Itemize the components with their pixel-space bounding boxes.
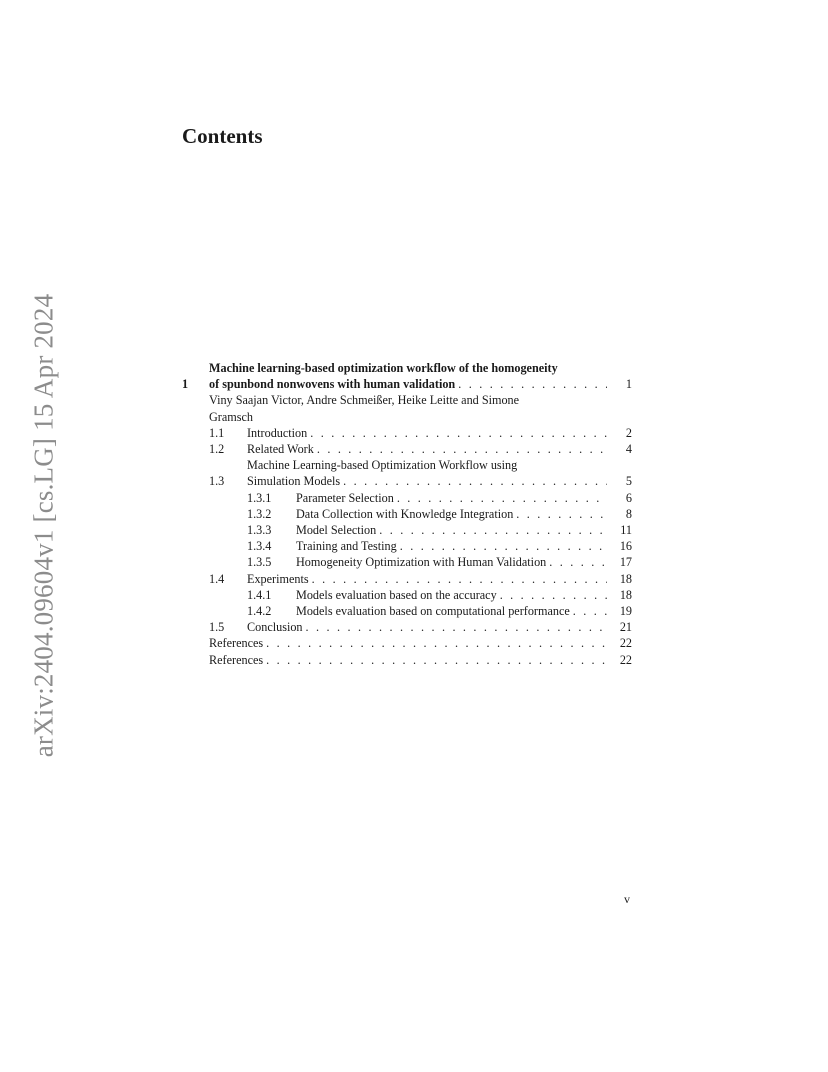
toc-references-1[interactable] — [182, 635, 632, 651]
toc-entry-number: 1.4.1 — [247, 587, 272, 602]
toc-entry-title: References — [209, 636, 264, 651]
dot-leader — [312, 571, 607, 587]
toc-entry-number: 1.3.1 — [247, 490, 272, 505]
toc-entry-number: 1.5 — [209, 620, 225, 635]
toc-entry-title: Homogeneity Optimization with Human Validation — [296, 555, 547, 570]
toc-entry-title: References — [209, 652, 264, 667]
toc-section-1-5[interactable] — [182, 619, 632, 635]
dot-leader — [343, 473, 607, 489]
toc-subsection-1-4-2[interactable] — [182, 603, 632, 619]
toc-entry-title: Parameter Selection — [296, 490, 394, 505]
toc-entry-page: 8 — [625, 506, 632, 521]
toc-entry-page: 11 — [620, 523, 632, 538]
page-number: v — [624, 892, 630, 906]
toc-entry-title: Training and Testing — [296, 539, 397, 554]
toc-entry-number: 1.3 — [209, 474, 225, 489]
dot-leader — [310, 425, 607, 441]
toc-entry-page: 1 — [625, 377, 632, 392]
toc-subsection-1-3-3[interactable] — [182, 522, 632, 538]
toc-entry-page: 19 — [619, 604, 632, 619]
chapter-authors-line: Viny Saajan Victor, Andre Schmeißer, Heike Leitte and Simone — [209, 393, 520, 408]
dot-leader — [400, 538, 607, 554]
toc-entry-title: Introduction — [247, 425, 308, 440]
toc-entry-page: 16 — [619, 539, 632, 554]
toc-references-2[interactable] — [182, 652, 632, 668]
toc-entry-page: 2 — [625, 425, 632, 440]
table-of-contents — [182, 360, 632, 668]
toc-entry-page: 6 — [625, 490, 632, 505]
toc-entry-title-line: Simulation Models — [247, 474, 341, 489]
toc-entry-title: Models evaluation based on the accuracy — [296, 587, 497, 602]
dot-leader — [266, 635, 607, 651]
toc-subsection-1-4-1[interactable] — [182, 587, 632, 603]
toc-entry-number: 1.2 — [209, 442, 225, 457]
toc-entry-number: 1.3.3 — [247, 523, 272, 538]
toc-entry-page: 21 — [619, 620, 632, 635]
toc-entry-number: 1.3.4 — [247, 539, 272, 554]
toc-entry-page: 18 — [619, 587, 632, 602]
toc-section-1-3[interactable] — [182, 457, 632, 489]
toc-entry-number: 1.4 — [209, 571, 225, 586]
toc-entry-number: 1.1 — [209, 425, 225, 440]
toc-section-1-1[interactable] — [182, 425, 632, 441]
chapter-authors-line: Gramsch — [209, 409, 253, 424]
toc-entry-title: Related Work — [247, 442, 314, 457]
dot-leader — [379, 522, 607, 538]
toc-entry-title-line: Machine Learning-based Optimization Workflow using — [247, 458, 518, 473]
dot-leader — [266, 652, 607, 668]
toc-entry-number: 1.3.2 — [247, 506, 272, 521]
toc-entry-number: 1.3.5 — [247, 555, 272, 570]
dot-leader — [549, 554, 607, 570]
toc-section-1-2[interactable] — [182, 441, 632, 457]
chapter-authors — [182, 392, 632, 424]
toc-entry-number: 1.4.2 — [247, 604, 272, 619]
arxiv-watermark-text: arXiv:2404.09604v1 [cs.LG] 15 Apr 2024 — [28, 293, 59, 757]
toc-entry-page: 17 — [619, 555, 632, 570]
toc-entry-title: Model Selection — [296, 523, 377, 538]
toc-entry-title: Data Collection with Knowledge Integration — [296, 506, 514, 521]
dot-leader — [516, 506, 607, 522]
dot-leader — [397, 490, 607, 506]
toc-subsection-1-3-5[interactable] — [182, 554, 632, 570]
toc-entry-page: 4 — [625, 442, 632, 457]
toc-entry-page: 22 — [619, 636, 632, 651]
toc-chapter-1[interactable] — [182, 360, 632, 392]
toc-subsection-1-3-1[interactable] — [182, 490, 632, 506]
toc-entry-title: Models evaluation based on computational performance — [296, 604, 570, 619]
toc-entry-title: Conclusion — [247, 620, 303, 635]
dot-leader — [500, 587, 607, 603]
toc-entry-title-line: of spunbond nonwovens with human validation — [209, 377, 456, 392]
arxiv-watermark — [24, 290, 64, 760]
dot-leader — [306, 619, 607, 635]
dot-leader — [317, 441, 607, 457]
dot-leader — [573, 603, 607, 619]
toc-section-1-4[interactable] — [182, 571, 632, 587]
page-title: Contents — [182, 124, 263, 148]
toc-entry-page: 18 — [619, 571, 632, 586]
toc-subsection-1-3-2[interactable] — [182, 506, 632, 522]
toc-entry-title: Experiments — [247, 571, 309, 586]
toc-entry-number: 1 — [182, 377, 189, 392]
toc-entry-page: 22 — [619, 652, 632, 667]
dot-leader — [458, 376, 607, 392]
toc-entry-title-line: Machine learning-based optimization workflow of the homogeneity — [209, 361, 558, 375]
toc-subsection-1-3-4[interactable] — [182, 538, 632, 554]
toc-entry-page: 5 — [625, 474, 632, 489]
